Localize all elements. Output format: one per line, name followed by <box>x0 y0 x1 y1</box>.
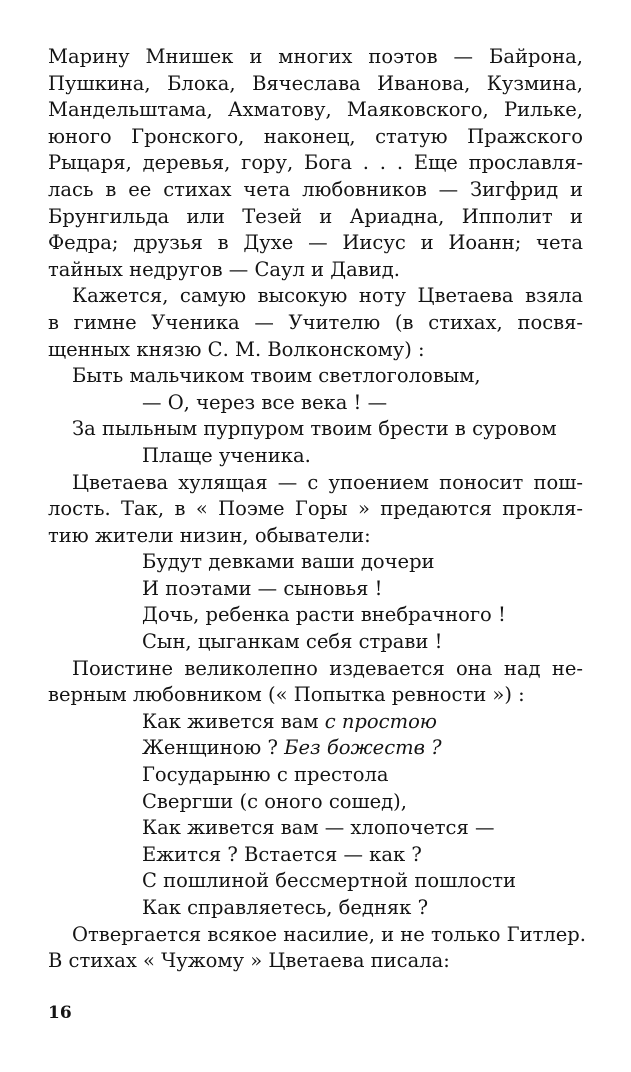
text-line: юного Гронского, наконец, статую Пражского <box>48 124 583 148</box>
text-line: Мандельштама, Ахматову, Маяковского, Рильке, <box>48 98 583 122</box>
verse-line: С пошлиной бессмертной пошлости <box>142 869 517 893</box>
verse-line: Сын, цыганкам себя страви ! <box>142 630 443 654</box>
verse-line <box>48 735 583 762</box>
verse-line: Ежится ? Встается — как ? <box>142 842 422 866</box>
paragraph-1 <box>48 44 583 283</box>
paragraph-4 <box>48 656 583 709</box>
text-line: Федра; друзья в Духе — Иисус и Иоанн; чета <box>48 231 583 255</box>
text-line: Отвергается всякое насилие, и не только Гитлер. <box>72 922 586 946</box>
text-line: Брунгильда или Тезей и Ариадна, Ипполит и <box>48 204 583 228</box>
paragraph-3 <box>48 470 583 550</box>
verse-line: За пыльным пурпуром твоим брести в суровом <box>72 417 557 441</box>
text-line: верным любовником (« Попытка ревности ») : <box>48 683 525 707</box>
page-body <box>48 44 586 975</box>
verse-line: Свергши (с оного сошед), <box>142 789 407 813</box>
paragraph-5 <box>48 922 586 975</box>
text-line: Марину Мнишек и многих поэтов — Байрона, <box>48 45 583 68</box>
verse-line: Быть мальчиком твоим светлоголовым, <box>72 364 481 388</box>
page-number: 16 <box>48 1003 72 1023</box>
verse-text: Женщиною ? <box>142 736 285 760</box>
text-line: Цветаева хулящая — с упоением поносит пош- <box>72 470 583 494</box>
verse-2 <box>48 549 583 655</box>
verse-text: Как живется вам <box>142 709 325 733</box>
verse-line: Как живется вам — хлопочется — <box>142 816 495 840</box>
verse-line: Дочь, ребенка расти внебрачного ! <box>142 603 506 627</box>
text-line: В стихах « Чужому » Цветаева писала: <box>48 949 450 973</box>
verse-line: Как справляетесь, бедняк ? <box>142 896 429 919</box>
verse-line: Плаще ученика. <box>142 443 311 467</box>
text-line: лость. Так, в « Поэме Горы » предаются прокля- <box>48 497 583 521</box>
text-line: тайных недругов — Саул и Давид. <box>48 257 400 281</box>
verse-italic-text: Без божеств ? <box>284 736 442 760</box>
verse-line: — О, через все века ! — <box>142 390 388 414</box>
text-line: Поистине великолепно издевается она над не- <box>72 656 583 680</box>
text-line: тию жители низин, обыватели: <box>48 523 371 547</box>
text-line: Кажется, самую высокую ноту Цветаева взяла <box>72 284 583 308</box>
text-line: щенных князю С. М. Волконскому) : <box>48 337 425 361</box>
verse-line: Будут девками ваши дочери <box>142 550 435 574</box>
text-line: Пушкина, Блока, Вячеслава Иванова, Кузмина, <box>48 71 583 95</box>
text-line: Рыцаря, деревья, гору, Бога . . . Еще прославля- <box>48 151 583 175</box>
verse-italic-text: с простою <box>324 709 437 733</box>
verse-line: И поэтами — сыновья ! <box>142 576 383 600</box>
verse-line <box>48 709 583 736</box>
verse-1 <box>48 363 583 469</box>
paragraph-2 <box>48 283 583 363</box>
verse-3 <box>48 709 583 922</box>
text-line: лась в ее стихах чета любовников — Зигфрид и <box>48 177 583 201</box>
verse-line: Государыню с престола <box>142 763 389 787</box>
text-line: в гимне Ученика — Учителю (в стихах, посвя- <box>48 310 583 334</box>
